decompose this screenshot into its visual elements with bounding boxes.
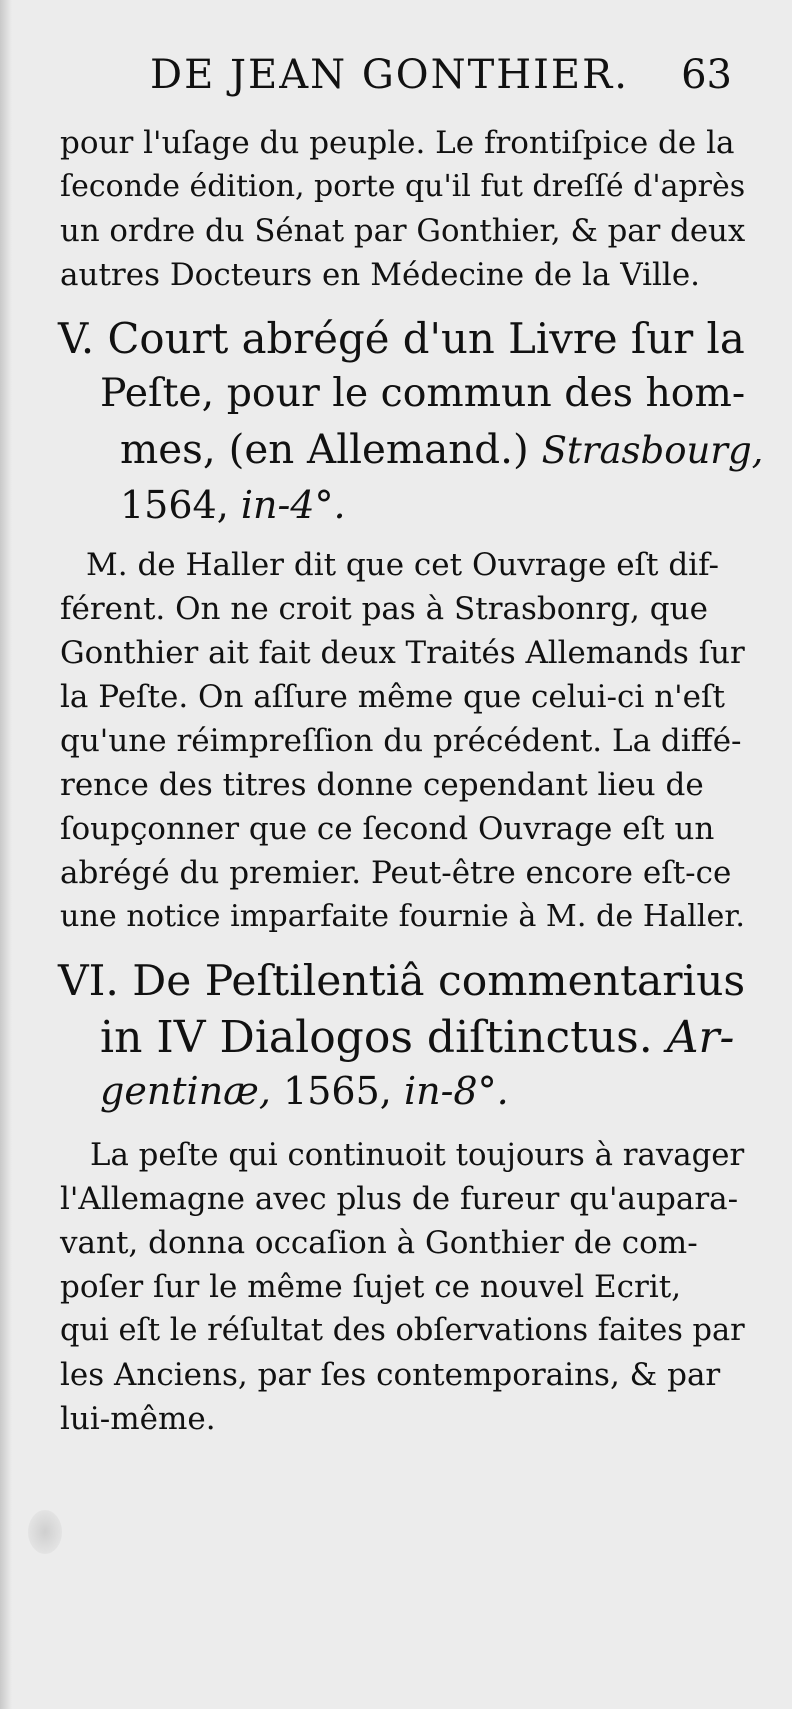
publication-year: 1564,: [120, 483, 229, 527]
text-line: qui eſt le réſultat des obſervations faites par: [60, 1313, 745, 1348]
entry-title-text: mes, (en Allemand.): [120, 426, 529, 473]
scan-border: [792, 0, 800, 1709]
text-line: pour l'uſage du peuple. Le frontiſpice de la: [60, 125, 735, 161]
text-line: l'Allemagne avec plus de fureur qu'aupara-: [60, 1181, 739, 1217]
place-of-publication: gentinæ,: [100, 1069, 271, 1113]
text-line: un ordre du Sénat par Gonthier, & par deux: [60, 213, 746, 249]
text-line: férent. On ne croit pas à Strasbonrg, que: [60, 591, 708, 627]
ink-smudge: [28, 1510, 62, 1554]
page-number: 63: [681, 52, 732, 98]
text-line: rence des titres donne cependant lieu de: [60, 767, 704, 803]
page-edge-shadow: [0, 0, 12, 1709]
text-line: autres Docteurs en Médecine de la Ville.: [60, 257, 701, 293]
text-line: ſoupçonner que ce ſecond Ouvrage eſt un: [60, 811, 715, 847]
text-line: Gonthier ait fait deux Traités Allemands ſur: [60, 635, 745, 671]
entry-title-line: [120, 426, 764, 473]
text-line: une notice imparfaite fournie à M. de Haller.: [60, 899, 746, 934]
entry-imprint-line: [120, 483, 346, 527]
entry-imprint-line: [100, 1069, 509, 1113]
place-of-publication: Ar-: [666, 1012, 735, 1063]
text-line: ſeconde édition, porte qu'il fut dreſſé d'après: [60, 169, 746, 204]
text-line: la Peſte. On aſſure même que celui-ci n'eſt: [60, 679, 725, 715]
text-line: M. de Haller dit que cet Ouvrage eſt dif-: [86, 547, 719, 583]
entry-title-line: VI. De Peſtilentiâ commentarius: [58, 956, 746, 1005]
running-head: DE JEAN GONTHIER.: [150, 52, 629, 98]
text-line: qu'une réimpreſſion du précédent. La diffé-: [60, 723, 742, 759]
text-line: La peſte qui continuoit toujours à ravager: [90, 1137, 745, 1173]
text-line: poſer ſur le même ſujet ce nouvel Ecrit,: [60, 1269, 682, 1305]
entry-title-line: Peſte, pour le commun des hom-: [100, 370, 746, 416]
text-line: lui-même.: [60, 1401, 216, 1437]
entry-title-text: in IV Dialogos diſtinctus.: [100, 1012, 653, 1063]
publication-year: 1565,: [283, 1069, 392, 1113]
text-line: les Anciens, par ſes contemporains, & par: [60, 1357, 721, 1393]
text-line: vant, donna occaſion à Gonthier de com-: [60, 1225, 698, 1261]
format: in-8°.: [403, 1069, 509, 1113]
page-header: [150, 52, 740, 112]
format: in-4°.: [240, 483, 346, 527]
text-line: abrégé du premier. Peut-être encore eſt-ce: [60, 855, 732, 891]
entry-title-line: V. Court abrégé d'un Livre ſur la: [58, 314, 745, 363]
place-of-publication: Strasbourg,: [541, 429, 764, 472]
entry-title-line: [100, 1012, 735, 1063]
